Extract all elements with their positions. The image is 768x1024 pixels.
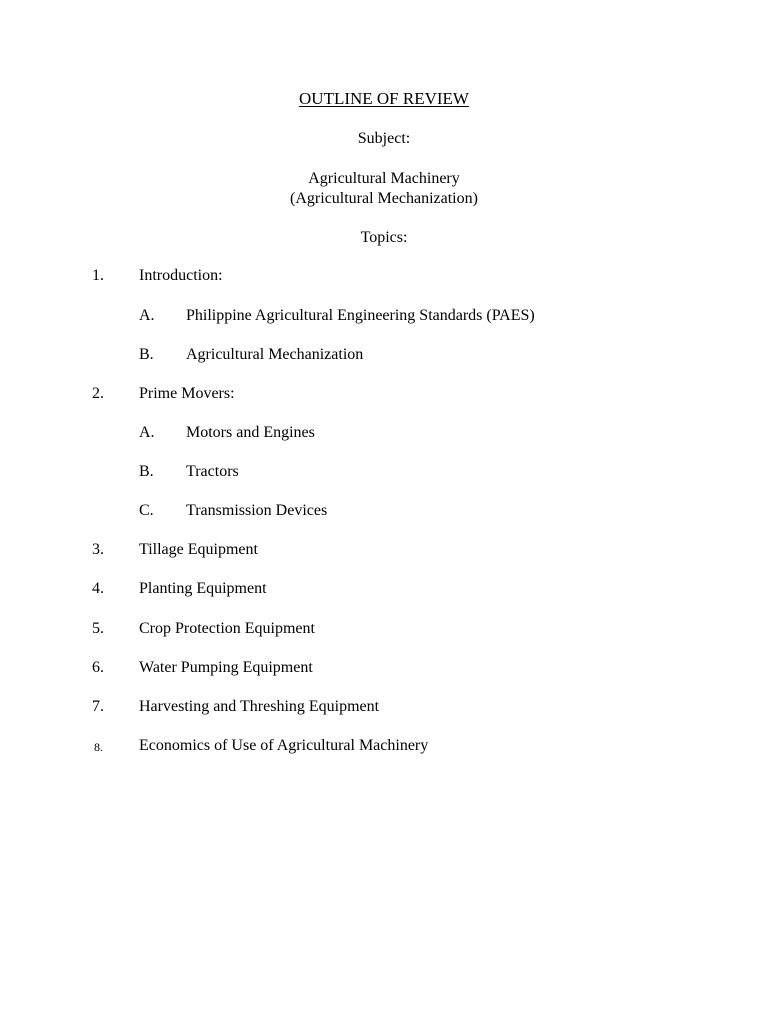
item-number: 3. — [92, 541, 104, 558]
item-number: 1. — [92, 267, 104, 284]
subitem-text: Agricultural Mechanization — [186, 346, 364, 363]
subitem-text: Philippine Agricultural Engineering Standards (PAES) — [186, 307, 535, 324]
item-text: Tillage Equipment — [139, 541, 258, 558]
item-text: Introduction: — [139, 267, 223, 284]
item-text: Planting Equipment — [139, 580, 267, 597]
document-title: OUTLINE OF REVIEW — [299, 89, 469, 108]
item-number: 7. — [92, 698, 104, 715]
subject-label: Subject: — [357, 130, 411, 147]
subitem-letter: B. — [139, 346, 154, 363]
subitem-letter: B. — [139, 463, 154, 480]
item-text: Prime Movers: — [139, 385, 235, 402]
topics-label: Topics: — [360, 229, 408, 246]
item-number: 8. — [94, 740, 103, 754]
subitem-letter: A. — [139, 307, 155, 324]
subitem-text: Motors and Engines — [186, 424, 315, 441]
item-text: Water Pumping Equipment — [139, 659, 313, 676]
item-number: 4. — [92, 580, 104, 597]
item-text: Crop Protection Equipment — [139, 620, 315, 637]
subitem-letter: A. — [139, 424, 155, 441]
subject-line-2: (Agricultural Mechanization) — [290, 190, 478, 207]
item-number: 2. — [92, 385, 104, 402]
subitem-text: Tractors — [186, 463, 239, 480]
item-number: 6. — [92, 659, 104, 676]
item-text: Economics of Use of Agricultural Machinery — [139, 737, 429, 754]
item-text: Harvesting and Threshing Equipment — [139, 698, 380, 715]
subitem-text: Transmission Devices — [186, 502, 328, 519]
subject-line-1: Agricultural Machinery — [308, 170, 460, 187]
item-number: 5. — [92, 620, 104, 637]
subitem-letter: C. — [139, 502, 154, 519]
